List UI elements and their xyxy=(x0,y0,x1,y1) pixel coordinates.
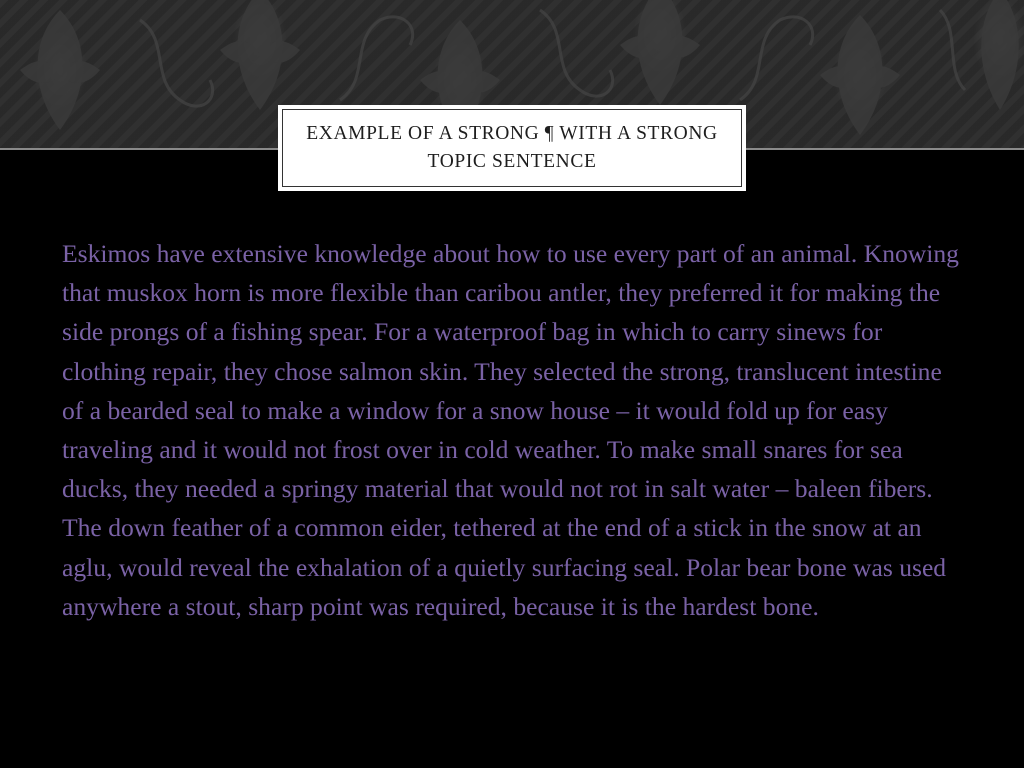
title-box xyxy=(278,105,746,191)
body-paragraph: Eskimos have extensive knowledge about how to use every part of an animal. Knowing that muskox horn is more flexible than caribou antler, they preferred it for making the side prongs of a fishing spear. For a waterproof bag in which to carry sinews for clothing repair, they chose salmon skin. They selected the strong, translucent intestine of a bearded seal to make a window for a snow house – it would fold up for easy traveling and it would not frost over in cold weather. To make small snares for sea ducks, they needed a springy material that would not rot in salt water – baleen fibers. The down feather of a common eider, tethered at the end of a stick in the snow at an aglu, would reveal the exhalation of a quietly surfacing seal. Polar bear bone was used anywhere a stout, sharp point was required, because it is the hardest bone. xyxy=(62,239,959,621)
slide-title: EXAMPLE OF A STRONG ¶ WITH A STRONG TOPIC SENTENCE xyxy=(306,123,718,172)
